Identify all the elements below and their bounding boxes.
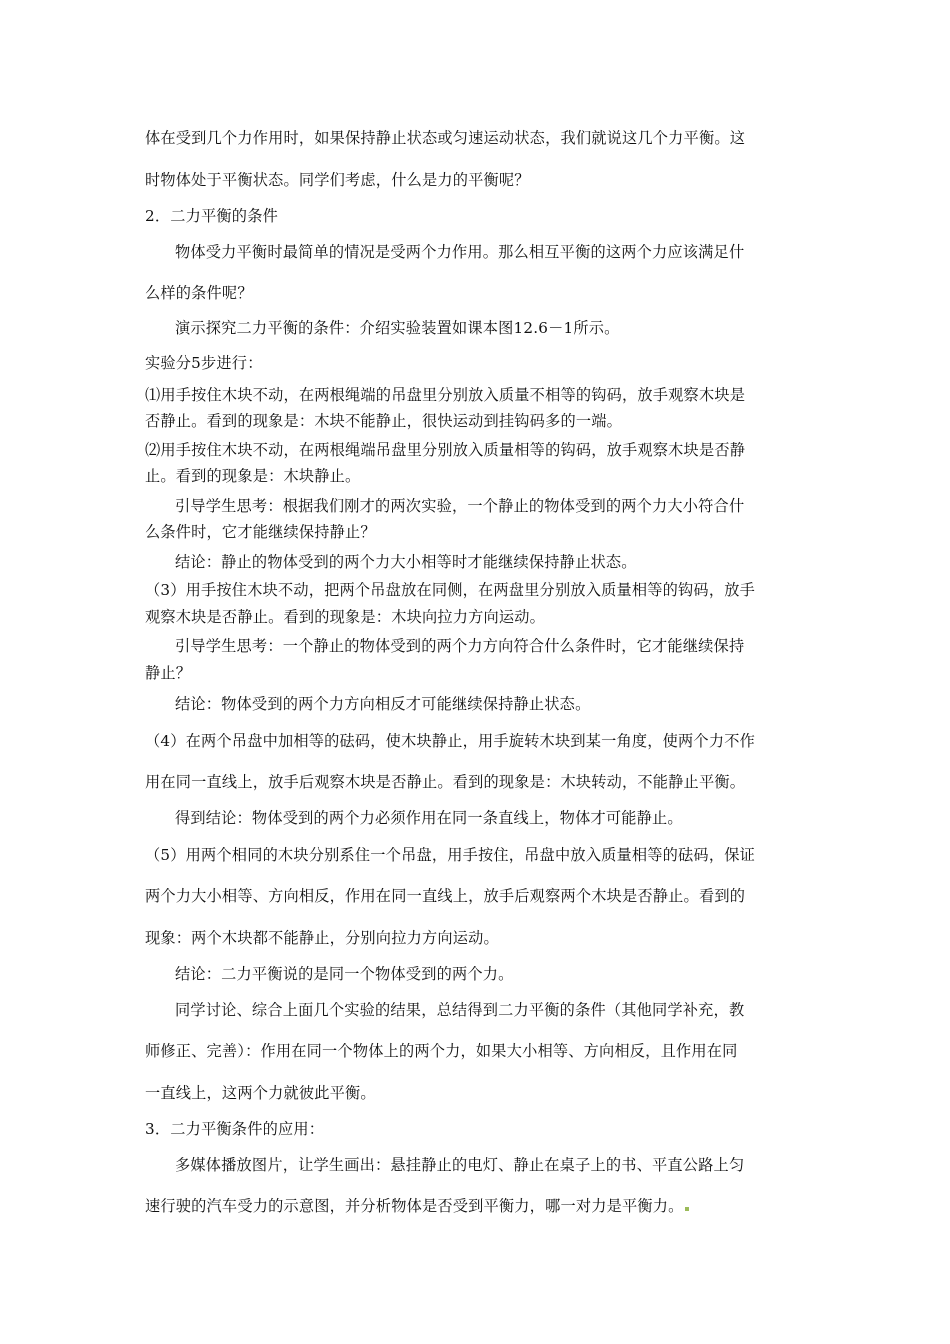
paragraph-line: 演示探究二力平衡的条件：介绍实验装置如课本图12.6－1所示。 [175,319,620,337]
paragraph-text: 速行驶的汽车受力的示意图，并分析物体是否受到平衡力，哪一对力是平衡力。 [145,1197,684,1215]
step-line: （3）用手按住木块不动，把两个吊盘放在同侧，在两盘里分别放入质量相等的钩码，放手 [145,581,755,599]
section-heading: 3．二力平衡条件的应用： [145,1120,325,1138]
paragraph-line: 同学讨论、综合上面几个实验的结果，总结得到二力平衡的条件（其他同学补充，教 [175,1001,745,1019]
step-line: 现象：两个木块都不能静止，分别向拉力方向运动。 [145,929,499,947]
paragraph-line: 引导学生思考：根据我们刚才的两次实验，一个静止的物体受到的两个力大小符合什 [175,497,745,515]
step-line: 止。看到的现象是：木块静止。 [145,467,361,485]
paragraph-line: 么条件时，它才能继续保持静止？ [145,523,376,541]
step-line: （4）在两个吊盘中加相等的砝码，使木块静止，用手旋转木块到某一角度，使两个力不作 [145,732,755,750]
marker-dot [685,1207,689,1211]
step-line: ⑴用手按住木块不动，在两根绳端的吊盘里分别放入质量不相等的钩码，放手观察木块是 [145,386,746,404]
paragraph-line: 物体受力平衡时最简单的情况是受两个力作用。那么相互平衡的这两个力应该满足什 [175,243,745,261]
conclusion-line: 得到结论：物体受到的两个力必须作用在同一条直线上，物体才可能静止。 [175,809,683,827]
paragraph-line: 多媒体播放图片，让学生画出：悬挂静止的电灯、静止在桌子上的书、平直公路上匀 [175,1156,745,1174]
step-line: ⑵用手按住木块不动，在两根绳端吊盘里分别放入质量相等的钩码，放手观察木块是否静 [145,441,746,459]
paragraph-line: 静止？ [145,664,192,682]
paragraph-line [145,1196,689,1216]
step-line: 观察木块是否静止。看到的现象是：木块向拉力方向运动。 [145,608,546,626]
section-heading: 2．二力平衡的条件 [145,207,278,225]
paragraph-line: 时物体处于平衡状态。同学们考虑，什么是力的平衡呢？ [145,171,530,189]
paragraph-line: 体在受到几个力作用时，如果保持静止状态或匀速运动状态，我们就说这几个力平衡。这 [145,129,746,147]
step-line: 否静止。看到的现象是：木块不能静止，很快运动到挂钩码多的一端。 [145,412,623,430]
conclusion-line: 结论：静止的物体受到的两个力大小相等时才能继续保持静止状态。 [175,553,637,571]
paragraph-line: 实验分5步进行： [145,354,263,372]
conclusion-line: 结论：二力平衡说的是同一个物体受到的两个力。 [175,965,514,983]
paragraph-line: 一直线上，这两个力就彼此平衡。 [145,1084,376,1102]
paragraph-line: 师修正、完善）：作用在同一个物体上的两个力，如果大小相等、方向相反，且作用在同 [145,1042,738,1060]
paragraph-line: 么样的条件呢？ [145,284,253,302]
paragraph-line: 引导学生思考：一个静止的物体受到的两个力方向符合什么条件时，它才能继续保持 [175,637,745,655]
step-line: 两个力大小相等、方向相反，作用在同一直线上，放手后观察两个木块是否静止。看到的 [145,887,746,905]
step-line: 用在同一直线上，放手后观察木块是否静止。看到的现象是：木块转动，不能静止平衡。 [145,773,746,791]
conclusion-line: 结论：物体受到的两个力方向相反才可能继续保持静止状态。 [175,695,591,713]
step-line: （5）用两个相同的木块分别系住一个吊盘，用手按住，吊盘中放入质量相等的砝码，保证 [145,846,755,864]
